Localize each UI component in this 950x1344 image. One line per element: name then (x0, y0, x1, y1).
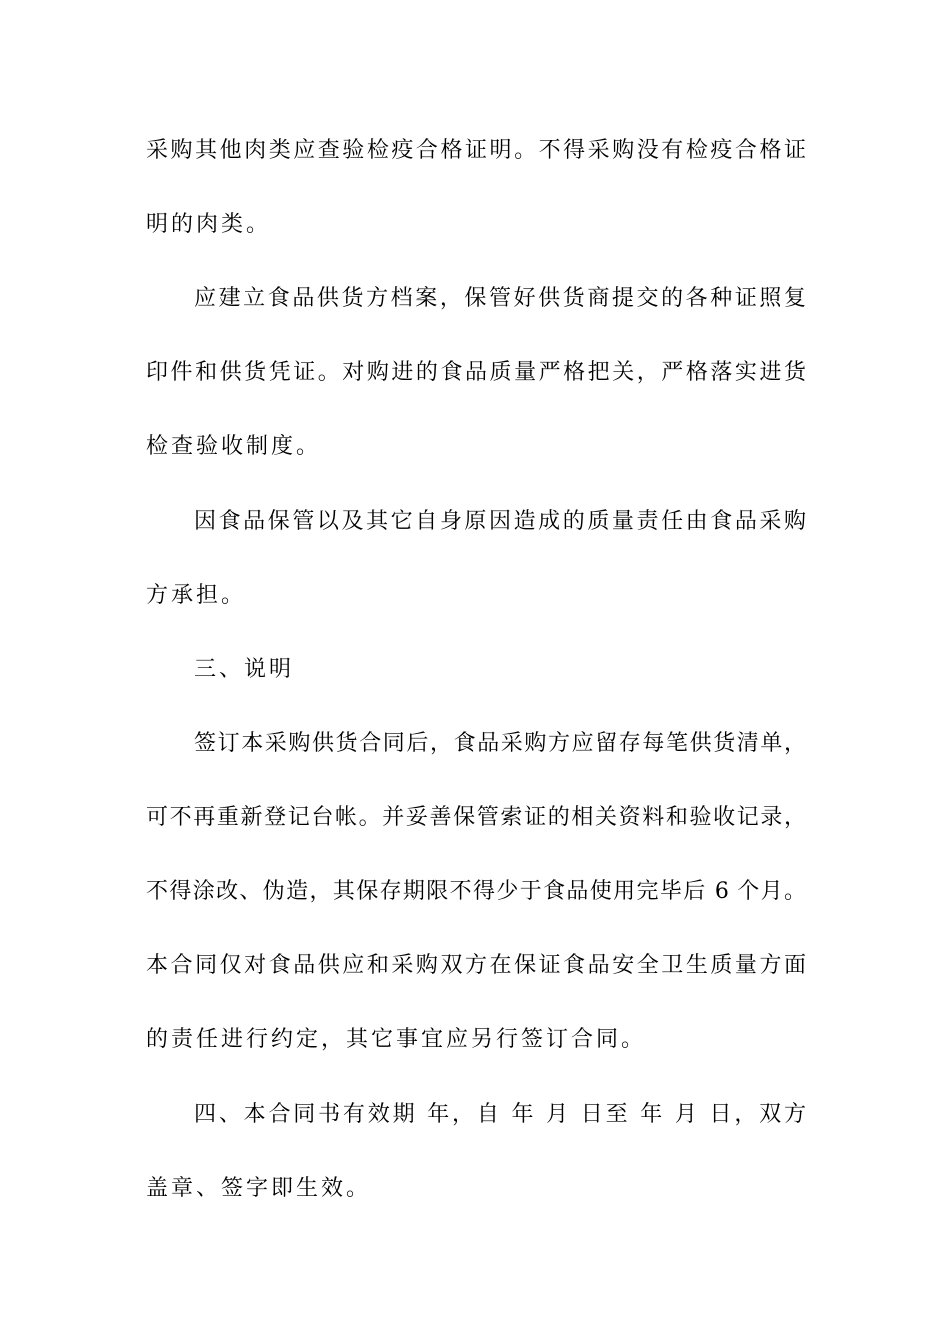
paragraph-line: 可不再重新登记台帐。并妥善保管索证的相关资料和验收记录， (146, 805, 806, 830)
paragraph-line: 因食品保管以及其它自身原因造成的质量责任由食品采购 (194, 509, 806, 534)
paragraph-line: 不得涂改、伪造，其保存期限不得少于食品使用完毕后 6 个月。 (146, 879, 806, 904)
paragraph-line: 签订本采购供货合同后，食品采购方应留存每笔供货清单， (194, 731, 806, 756)
paragraph-line: 应建立食品供货方档案，保管好供货商提交的各种证照复 (194, 286, 806, 311)
paragraph-line: 检查验收制度。 (146, 434, 322, 459)
paragraph-line: 本合同仅对食品供应和采购双方在保证食品安全卫生质量方面 (146, 953, 806, 978)
paragraph-line: 采购其他肉类应查验检疫合格证明。不得采购没有检疫合格证 (146, 138, 806, 163)
paragraph-line: 的责任进行约定，其它事宜应另行签订合同。 (146, 1027, 647, 1052)
paragraph-line: 方承担。 (146, 583, 247, 608)
section-heading: 三、说明 (194, 657, 295, 682)
paragraph-line: 明的肉类。 (146, 212, 272, 237)
paragraph-line: 四、本合同书有效期 年，自 年 月 日至 年 月 日，双方 (194, 1102, 806, 1127)
paragraph-line: 盖章、签字即生效。 (146, 1176, 372, 1201)
paragraph-line: 印件和供货凭证。对购进的食品质量严格把关，严格落实进货 (146, 360, 806, 385)
